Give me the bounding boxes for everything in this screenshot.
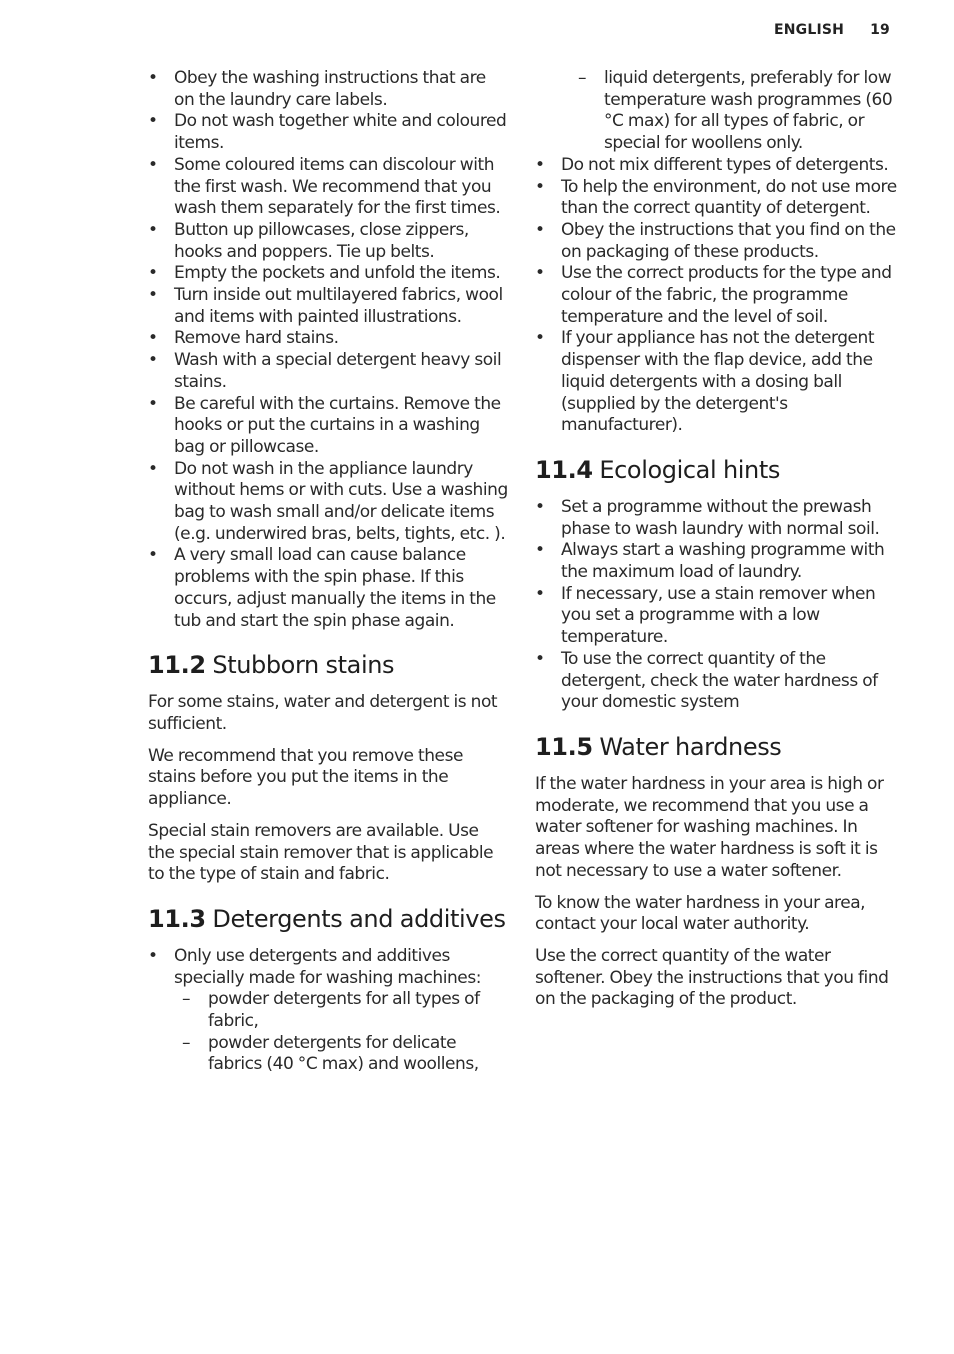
section-heading-stubborn-stains bbox=[148, 650, 508, 680]
language-label: ENGLISH bbox=[774, 22, 845, 38]
paragraph: We recommend that you remove these stains before you put the items in the appliance. bbox=[148, 745, 463, 810]
paragraph: If the water hardness in your area is high or moderate, we recommend that you use a water softener for washing machines. In areas where the water hardness is soft it is not necessary to use a water softener. bbox=[535, 773, 884, 881]
paragraph: Use the correct quantity of the water softener. Obey the instructions that you find on the packaging of the product. bbox=[535, 945, 889, 1010]
list-item: • Empty the pockets and unfold the items. bbox=[148, 263, 508, 285]
list-item: • If necessary, use a stain remover when you set a programme with a low temperature. bbox=[535, 584, 897, 649]
ecological-hints-list bbox=[535, 497, 897, 714]
paragraph: To know the water hardness in your area, contact your local water authority. bbox=[535, 892, 866, 935]
list-item: • To help the environment, do not use more than the correct quantity of detergent. bbox=[535, 177, 897, 220]
list-item bbox=[148, 946, 508, 1076]
list-item: • Set a programme without the prewash phase to wash laundry with normal soil. bbox=[535, 497, 897, 540]
paragraph: For some stains, water and detergent is not sufficient. bbox=[148, 692, 498, 734]
list-item: • Do not mix different types of detergents. bbox=[535, 155, 897, 177]
section-number: 11.2 bbox=[148, 651, 206, 680]
section-heading-water-hardness bbox=[535, 732, 897, 762]
section-title: Water hardness bbox=[599, 732, 782, 761]
list-item: • Always start a washing programme with the maximum load of laundry. bbox=[535, 540, 897, 583]
page-number: 19 bbox=[870, 22, 890, 38]
list-item: • Some coloured items can discolour with the first wash. We recommend that you wash them separately for the first times. bbox=[148, 155, 508, 220]
list-item: • If your appliance has not the detergent dispenser with the flap device, add the liquid detergents with a dosing ball (supplied by the detergent's manufacturer). bbox=[535, 328, 897, 437]
right-column bbox=[535, 68, 897, 1021]
section-title: Ecological hints bbox=[599, 455, 780, 484]
list-item-text: Only use detergents and additives specially made for washing machines: bbox=[174, 945, 481, 988]
sub-list-item: – liquid detergents, preferably for low temperature wash programmes (60 °C max) for all types of fabric, or special for woollens only. bbox=[570, 68, 897, 155]
section-number: 11.4 bbox=[535, 455, 593, 484]
section-heading-ecological-hints bbox=[535, 455, 897, 485]
list-item: • A very small load can cause balance problems with the spin phase. If this occurs, adjust manually the items in the tub and start the spin phase again. bbox=[148, 545, 508, 632]
section-number: 11.3 bbox=[148, 904, 206, 933]
detergent-types-list-continued bbox=[570, 68, 897, 155]
section-number: 11.5 bbox=[535, 732, 593, 761]
list-item: • To use the correct quantity of the detergent, check the water hardness of your domestic system bbox=[535, 649, 897, 714]
paragraph: Special stain removers are available. Use the special stain remover that is applicable to the type of stain and fabric. bbox=[148, 820, 494, 885]
list-item: • Obey the washing instructions that are on the laundry care labels. bbox=[148, 68, 508, 111]
section-title: Stubborn stains bbox=[212, 651, 395, 680]
list-item: • Do not wash in the appliance laundry without hems or with cuts. Use a washing bag to wash small and/or delicate items (e.g. underwired bras, belts, tights, etc. ). bbox=[148, 459, 508, 546]
left-column bbox=[148, 68, 508, 1076]
sub-list-item: – powder detergents for all types of fabric, bbox=[174, 989, 508, 1032]
detergent-types-list bbox=[174, 989, 508, 1076]
section-title: Detergents and additives bbox=[212, 904, 506, 933]
list-item: • Turn inside out multilayered fabrics, wool and items with painted illustrations. bbox=[148, 285, 508, 328]
list-item: • Button up pillowcases, close zippers, hooks and poppers. Tie up belts. bbox=[148, 220, 508, 263]
page-header bbox=[700, 22, 890, 38]
list-item: • Obey the instructions that you find on the on packaging of these products. bbox=[535, 220, 897, 263]
sub-list-item: – powder detergents for delicate fabrics (40 °C max) and woollens, bbox=[174, 1033, 508, 1076]
washing-tips-list bbox=[148, 68, 508, 632]
detergents-list bbox=[148, 946, 508, 1076]
section-heading-detergents bbox=[148, 904, 508, 934]
detergent-tips-list bbox=[535, 155, 897, 437]
list-item: • Remove hard stains. bbox=[148, 328, 508, 350]
list-item: • Wash with a special detergent heavy soil stains. bbox=[148, 350, 508, 393]
list-item: • Use the correct products for the type and colour of the fabric, the programme temperature and the level of soil. bbox=[535, 263, 897, 328]
list-item: • Do not wash together white and coloured items. bbox=[148, 111, 508, 154]
list-item: • Be careful with the curtains. Remove the hooks or put the curtains in a washing bag or pillowcase. bbox=[148, 394, 508, 459]
